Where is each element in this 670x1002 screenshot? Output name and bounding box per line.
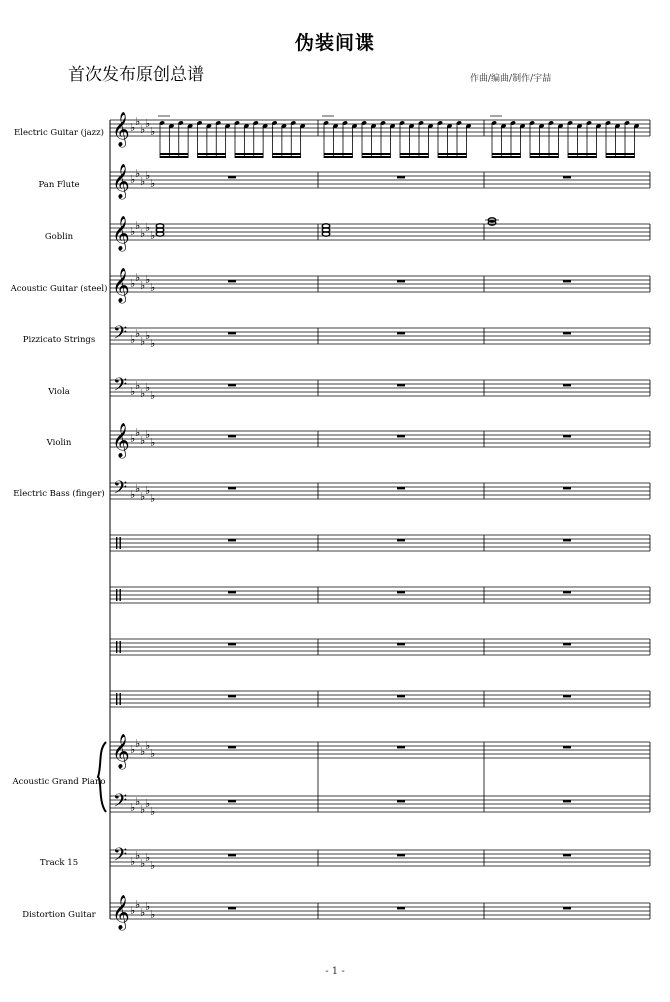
whole-rest [563, 854, 571, 856]
flat-sign: ♭ [145, 797, 151, 810]
beam [235, 153, 263, 155]
flat-sign: ♭ [140, 175, 146, 188]
percussion-clef [120, 693, 121, 705]
beam [273, 156, 301, 158]
treble-clef: 𝄞 [112, 268, 130, 303]
flat-sign: ♭ [145, 900, 151, 913]
instrument-label: Distortion Guitar [22, 910, 96, 920]
flat-sign: ♭ [140, 803, 146, 816]
flat-sign: ♭ [140, 387, 146, 400]
flat-sign: ♭ [145, 221, 151, 234]
whole-rest [563, 435, 571, 437]
beam [568, 153, 597, 155]
whole-rest [228, 332, 236, 334]
whole-rest [397, 695, 405, 697]
treble-clef: 𝄞 [112, 216, 130, 251]
percussion-clef [116, 693, 117, 705]
beam [492, 153, 521, 155]
flat-sign: ♭ [150, 436, 156, 449]
beam [198, 153, 226, 155]
treble-clef: 𝄞 [112, 895, 130, 930]
whole-rest [397, 800, 405, 802]
whole-rest [228, 176, 236, 178]
treble-clef: 𝄞 [112, 734, 130, 769]
whole-rest [563, 332, 571, 334]
whole-rest [563, 800, 571, 802]
flat-sign: ♭ [140, 123, 146, 136]
whole-rest [397, 487, 405, 489]
bass-clef: 𝄢 [113, 478, 128, 503]
flat-sign: ♭ [150, 337, 156, 350]
beam [568, 156, 597, 158]
beam [160, 156, 188, 158]
whole-rest [397, 907, 405, 909]
whole-rest [563, 907, 571, 909]
flat-sign: ♭ [130, 225, 136, 238]
whole-rest [563, 539, 571, 541]
flat-sign: ♭ [150, 389, 156, 402]
flat-sign: ♭ [140, 434, 146, 447]
instrument-label: Pizzicato Strings [22, 335, 96, 345]
beam [362, 156, 391, 158]
treble-clef: 𝄞 [112, 164, 130, 199]
bass-clef: 𝄢 [113, 375, 128, 400]
whole-rest [563, 591, 571, 593]
flat-sign: ♭ [150, 229, 156, 242]
whole-rest [563, 176, 571, 178]
treble-clef: 𝄞 [112, 423, 130, 458]
whole-rest [563, 280, 571, 282]
beam [324, 153, 353, 155]
flat-sign: ♭ [135, 426, 141, 439]
flat-sign: ♭ [140, 490, 146, 503]
whole-rest [397, 435, 405, 437]
whole-note [488, 221, 496, 225]
beam [235, 156, 263, 158]
flat-sign: ♭ [130, 333, 136, 346]
beam [160, 153, 188, 155]
instrument-label: Track 15 [39, 858, 79, 868]
beam [606, 153, 635, 155]
flat-sign: ♭ [145, 273, 151, 286]
beam [400, 153, 429, 155]
flat-sign: ♭ [130, 432, 136, 445]
flat-sign: ♭ [130, 385, 136, 398]
score-subtitle: 首次发布原创总谱 [68, 65, 204, 85]
composer-credit: 作曲/编曲/制作/宇喆 [470, 74, 552, 84]
flat-sign: ♭ [130, 277, 136, 290]
flat-sign: ♭ [135, 898, 141, 911]
score-title: 伪装间谍 [294, 32, 375, 54]
flat-sign: ♭ [130, 801, 136, 814]
flat-sign: ♭ [150, 281, 156, 294]
flat-sign: ♭ [140, 279, 146, 292]
whole-rest [397, 591, 405, 593]
whole-rest [228, 800, 236, 802]
beam [530, 153, 559, 155]
flat-sign: ♭ [150, 859, 156, 872]
flat-sign: ♭ [135, 327, 141, 340]
beam [492, 156, 521, 158]
beam [438, 156, 467, 158]
flat-sign: ♭ [145, 169, 151, 182]
flat-sign: ♭ [140, 745, 146, 758]
flat-sign: ♭ [135, 482, 141, 495]
instrument-label: Electric Bass (finger) [13, 489, 105, 499]
bass-clef: 𝄢 [113, 845, 128, 870]
beam [400, 156, 429, 158]
whole-rest [228, 907, 236, 909]
treble-clef: 𝄞 [112, 112, 130, 147]
whole-rest [563, 643, 571, 645]
flat-sign: ♭ [135, 737, 141, 750]
whole-rest [563, 487, 571, 489]
whole-rest [397, 746, 405, 748]
flat-sign: ♭ [145, 484, 151, 497]
flat-sign: ♭ [140, 335, 146, 348]
beam [606, 156, 635, 158]
flat-sign: ♭ [150, 747, 156, 760]
flat-sign: ♭ [130, 173, 136, 186]
percussion-clef [116, 589, 117, 601]
page-number: - 1 - [325, 966, 345, 977]
percussion-clef [116, 641, 117, 653]
whole-rest [397, 643, 405, 645]
flat-sign: ♭ [150, 125, 156, 138]
flat-sign: ♭ [140, 227, 146, 240]
flat-sign: ♭ [130, 488, 136, 501]
flat-sign: ♭ [145, 428, 151, 441]
percussion-clef [120, 589, 121, 601]
whole-rest [397, 176, 405, 178]
flat-sign: ♭ [130, 904, 136, 917]
flat-sign: ♭ [130, 121, 136, 134]
flat-sign: ♭ [150, 492, 156, 505]
flat-sign: ♭ [130, 855, 136, 868]
whole-rest [563, 695, 571, 697]
whole-rest [228, 854, 236, 856]
whole-rest [228, 487, 236, 489]
flat-sign: ♭ [145, 381, 151, 394]
instrument-label: Violin [46, 438, 72, 448]
flat-sign: ♭ [150, 805, 156, 818]
flat-sign: ♭ [140, 906, 146, 919]
whole-rest [397, 854, 405, 856]
flat-sign: ♭ [135, 271, 141, 284]
whole-rest [397, 280, 405, 282]
whole-rest [228, 384, 236, 386]
whole-rest [397, 384, 405, 386]
flat-sign: ♭ [145, 117, 151, 130]
whole-rest [228, 435, 236, 437]
instrument-label: Electric Guitar (jazz) [14, 128, 104, 138]
percussion-clef [116, 537, 117, 549]
whole-rest [397, 539, 405, 541]
beam [324, 156, 353, 158]
flat-sign: ♭ [130, 743, 136, 756]
bass-clef: 𝄢 [113, 791, 128, 816]
whole-note [322, 232, 330, 236]
flat-sign: ♭ [150, 177, 156, 190]
flat-sign: ♭ [135, 167, 141, 180]
bass-clef: 𝄢 [113, 323, 128, 348]
whole-rest [228, 695, 236, 697]
beam [530, 156, 559, 158]
instrument-label: Acoustic Grand Piano [12, 777, 106, 787]
flat-sign: ♭ [145, 329, 151, 342]
whole-rest [228, 591, 236, 593]
flat-sign: ♭ [145, 851, 151, 864]
beam [362, 153, 391, 155]
grand-staff-brace [98, 742, 106, 812]
flat-sign: ♭ [150, 908, 156, 921]
whole-rest [563, 384, 571, 386]
whole-rest [228, 643, 236, 645]
beam [198, 156, 226, 158]
flat-sign: ♭ [145, 739, 151, 752]
percussion-clef [120, 537, 121, 549]
instrument-label: Viola [48, 387, 70, 397]
instrument-label: Pan Flute [38, 180, 80, 190]
flat-sign: ♭ [140, 857, 146, 870]
beam [273, 153, 301, 155]
flat-sign: ♭ [135, 849, 141, 862]
flat-sign: ♭ [135, 795, 141, 808]
flat-sign: ♭ [135, 379, 141, 392]
whole-note [156, 232, 164, 236]
instrument-label: Goblin [44, 232, 74, 242]
whole-rest [228, 280, 236, 282]
whole-rest [397, 332, 405, 334]
instrument-label: Acoustic Guitar (steel) [10, 284, 108, 294]
whole-rest [563, 746, 571, 748]
beam [438, 153, 467, 155]
flat-sign: ♭ [135, 115, 141, 128]
whole-rest [228, 746, 236, 748]
flat-sign: ♭ [135, 219, 141, 232]
whole-rest [228, 539, 236, 541]
percussion-clef [120, 641, 121, 653]
